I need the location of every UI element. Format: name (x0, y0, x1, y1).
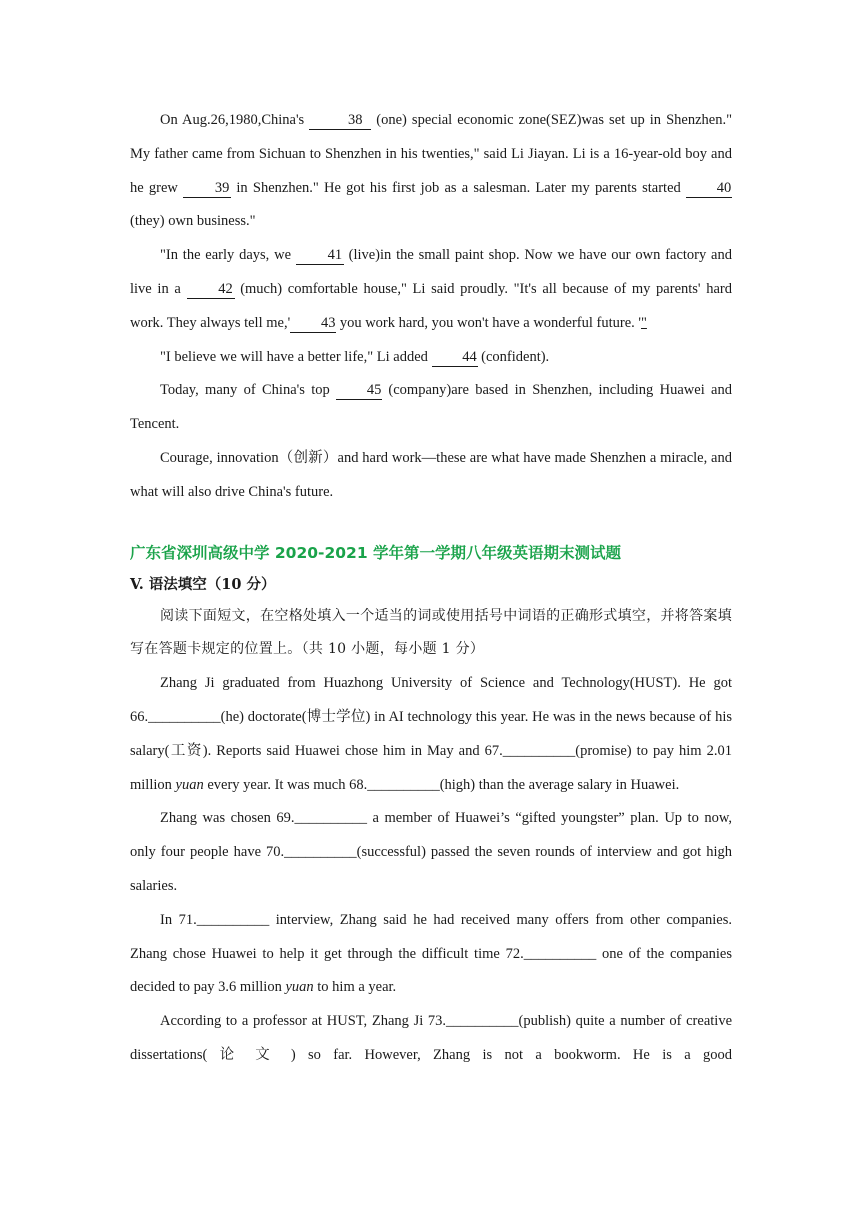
passage1-paragraph-1: On Aug.26,1980,China's 38 (one) special economic zone(SEZ)was set up in Shenzhen." My father came from Sichuan to Shenzhen in his twenties," said Li Jiayan. Li is a 16-year-old boy and he grew 39 in Shenzhen." He got his first job as a salesman. Later my parents started 40 (they) own business." (130, 112, 732, 230)
instructions: 阅读下面短文，在空格处填入一个适当的词或使用括号中词语的正确形式填空，并将答案填写在答题卡规定的位置上。（共 10 小题，每小题 1 分） (130, 607, 732, 658)
passage1-paragraph-5: Courage, innovation（创新）and hard work—these are what have made Shenzhen a miracle, and what will also drive China's future. (130, 449, 732, 500)
section-title: V. 语法填空（10 分） (130, 575, 276, 593)
blank-43: 43 (290, 315, 336, 333)
exam-heading: 广东省深圳高级中学 2020-2021 学年第一学期八年级英语期末测试题 (130, 543, 622, 562)
passage2-paragraph-2: Zhang was chosen 69.__________ a member of Huawei’s “gifted youngster” plan. Up to now, only four people have 70.__________(successful) passed the seven rounds of interview and got high salaries. (130, 810, 732, 894)
blank-41: 41 (296, 247, 344, 265)
passage2-paragraph-4: According to a professor at HUST, Zhang Ji 73.__________(publish) quite a number of creative dissertations( 论 文 ) so far. However, Zhang is not a bookworm. He is a good (130, 1013, 732, 1063)
blank-42: 42 (187, 281, 235, 299)
blank-39: 39 (183, 180, 231, 198)
passage2-paragraph-3: In 71.__________ interview, Zhang said he had received many offers from other companies. Zhang chose Huawei to help it get through the difficult time 72.__________ one of the companies decided to pay 3.6 million yuan to him a year. (130, 911, 732, 996)
passage1-paragraph-4: Today, many of China's top 45 (company)are based in Shenzhen, including Huawei and Tencent. (130, 382, 732, 433)
passage1-paragraph-3: "I believe we will have a better life," Li added 44 (confident). (160, 348, 550, 365)
underlined-quote: " (641, 314, 647, 331)
blank-45: 45 (336, 382, 382, 400)
blank-44: 44 (432, 349, 478, 367)
blank-38: 38 (309, 112, 371, 130)
passage2-paragraph-1: Zhang Ji graduated from Huazhong University of Science and Technology(HUST). He got 66.__________(he) doctorate(博士学位) in AI technology this year. He was in the news because of his salary(工资). Reports said Huawei chose him in May and 67.__________(promise) to pay him 2.01 million yuan every year. It was much 68.__________(high) than the average salary in Huawei. (130, 675, 732, 793)
blank-40: 40 (686, 180, 732, 198)
passage1-paragraph-2: "In the early days, we 41 (live)in the small paint shop. Now we have our own factory and live in a 42 (much) comfortable house," Li said proudly. "It's all because of my parents' hard work. They always tell me,' 43 you work hard, you won't have a wonderful future. '" (130, 247, 732, 331)
document-page (130, 104, 732, 1073)
